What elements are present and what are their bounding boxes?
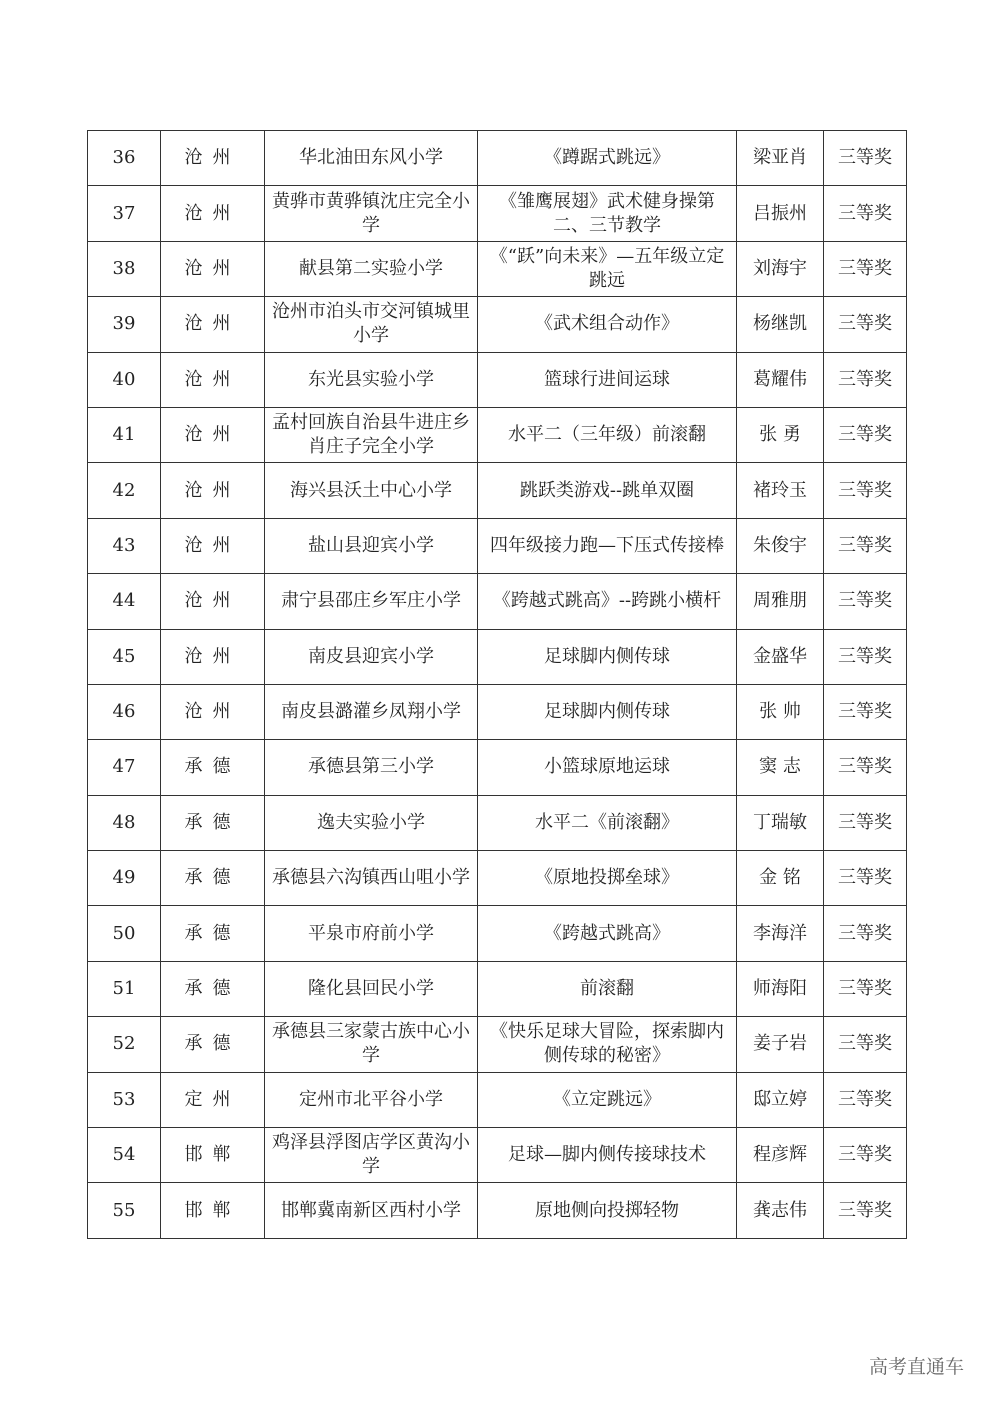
cell-teacher: 李海洋 [737, 906, 824, 961]
cell-number: 46 [88, 684, 161, 739]
cell-award: 三等奖 [824, 740, 907, 795]
cell-city: 承德 [161, 1017, 265, 1072]
table-row [88, 1183, 907, 1238]
cell-teacher: 梁亚肖 [737, 131, 824, 186]
cell-school: 承德县第三小学 [265, 740, 478, 795]
cell-number: 51 [88, 961, 161, 1016]
cell-teacher: 葛耀伟 [737, 352, 824, 407]
cell-city: 沧州 [161, 186, 265, 241]
cell-school: 沧州市泊头市交河镇城里小学 [265, 297, 478, 352]
table-row [88, 684, 907, 739]
table-row [88, 1128, 907, 1183]
table-row [88, 1017, 907, 1072]
cell-lesson: 前滚翻 [478, 961, 737, 1016]
cell-lesson: 《跨越式跳高》--跨跳小横杆 [478, 574, 737, 629]
cell-lesson: 《快乐足球大冒险，探索脚内侧传球的秘密》 [478, 1017, 737, 1072]
cell-award: 三等奖 [824, 131, 907, 186]
cell-lesson: 足球—脚内侧传接球技术 [478, 1128, 737, 1183]
cell-school: 承德县三家蒙古族中心小学 [265, 1017, 478, 1072]
cell-lesson: 足球脚内侧传球 [478, 629, 737, 684]
cell-teacher: 刘海宇 [737, 241, 824, 296]
cell-award: 三等奖 [824, 851, 907, 906]
cell-lesson: 《雏鹰展翅》武术健身操第二、三节教学 [478, 186, 737, 241]
cell-school: 逸夫实验小学 [265, 795, 478, 850]
cell-number: 50 [88, 906, 161, 961]
cell-city: 承德 [161, 961, 265, 1016]
cell-award: 三等奖 [824, 186, 907, 241]
cell-lesson: 《立定跳远》 [478, 1072, 737, 1127]
cell-teacher: 杨继凯 [737, 297, 824, 352]
cell-school: 南皮县迎宾小学 [265, 629, 478, 684]
cell-teacher: 龚志伟 [737, 1183, 824, 1238]
table-row [88, 407, 907, 462]
cell-teacher: 褚玲玉 [737, 463, 824, 518]
cell-teacher: 姜子岩 [737, 1017, 824, 1072]
cell-teacher: 窦 志 [737, 740, 824, 795]
cell-number: 45 [88, 629, 161, 684]
cell-teacher: 周雅朋 [737, 574, 824, 629]
cell-city: 沧州 [161, 684, 265, 739]
watermark-text: 高考直通车 [868, 1356, 964, 1378]
cell-school: 海兴县沃土中心小学 [265, 463, 478, 518]
cell-award: 三等奖 [824, 463, 907, 518]
cell-lesson: 《原地投掷垒球》 [478, 851, 737, 906]
cell-city: 沧州 [161, 629, 265, 684]
cell-city: 沧州 [161, 574, 265, 629]
cell-city: 沧州 [161, 518, 265, 573]
cell-teacher: 程彦辉 [737, 1128, 824, 1183]
cell-city: 定州 [161, 1072, 265, 1127]
cell-school: 承德县六沟镇西山咀小学 [265, 851, 478, 906]
cell-lesson: 《武术组合动作》 [478, 297, 737, 352]
cell-lesson: 《跨越式跳高》 [478, 906, 737, 961]
cell-number: 48 [88, 795, 161, 850]
cell-number: 52 [88, 1017, 161, 1072]
cell-lesson: 原地侧向投掷轻物 [478, 1183, 737, 1238]
table-row [88, 352, 907, 407]
cell-teacher: 金盛华 [737, 629, 824, 684]
table-row [88, 740, 907, 795]
cell-school: 肃宁县邵庄乡军庄小学 [265, 574, 478, 629]
cell-number: 53 [88, 1072, 161, 1127]
cell-teacher: 金 铭 [737, 851, 824, 906]
cell-number: 55 [88, 1183, 161, 1238]
cell-award: 三等奖 [824, 1128, 907, 1183]
cell-teacher: 张 勇 [737, 407, 824, 462]
table-row [88, 1072, 907, 1127]
table-row [88, 851, 907, 906]
cell-lesson: 《蹲踞式跳远》 [478, 131, 737, 186]
cell-award: 三等奖 [824, 518, 907, 573]
cell-award: 三等奖 [824, 241, 907, 296]
cell-number: 39 [88, 297, 161, 352]
cell-school: 孟村回族自治县牛进庄乡肖庄子完全小学 [265, 407, 478, 462]
cell-lesson: 篮球行进间运球 [478, 352, 737, 407]
cell-award: 三等奖 [824, 629, 907, 684]
cell-school: 隆化县回民小学 [265, 961, 478, 1016]
cell-lesson: 水平二《前滚翻》 [478, 795, 737, 850]
cell-school: 献县第二实验小学 [265, 241, 478, 296]
cell-city: 沧州 [161, 241, 265, 296]
table-row [88, 961, 907, 1016]
cell-city: 邯郸 [161, 1183, 265, 1238]
cell-award: 三等奖 [824, 1072, 907, 1127]
cell-award: 三等奖 [824, 297, 907, 352]
cell-city: 沧州 [161, 131, 265, 186]
cell-city: 邯郸 [161, 1128, 265, 1183]
table-row [88, 574, 907, 629]
cell-city: 沧州 [161, 407, 265, 462]
cell-lesson: 四年级接力跑—下压式传接棒 [478, 518, 737, 573]
cell-school: 鸡泽县浮图店学区黄沟小学 [265, 1128, 478, 1183]
cell-number: 54 [88, 1128, 161, 1183]
cell-number: 47 [88, 740, 161, 795]
cell-school: 邯郸冀南新区西村小学 [265, 1183, 478, 1238]
table-row [88, 795, 907, 850]
table-row [88, 906, 907, 961]
cell-school: 东光县实验小学 [265, 352, 478, 407]
cell-lesson: 《“跃”向未来》—五年级立定跳远 [478, 241, 737, 296]
cell-teacher: 吕振州 [737, 186, 824, 241]
cell-award: 三等奖 [824, 1017, 907, 1072]
table-row [88, 131, 907, 186]
cell-award: 三等奖 [824, 1183, 907, 1238]
cell-lesson: 跳跃类游戏--跳单双圈 [478, 463, 737, 518]
cell-school: 平泉市府前小学 [265, 906, 478, 961]
cell-award: 三等奖 [824, 906, 907, 961]
table-row [88, 518, 907, 573]
table-row [88, 297, 907, 352]
cell-lesson: 足球脚内侧传球 [478, 684, 737, 739]
cell-number: 36 [88, 131, 161, 186]
cell-number: 44 [88, 574, 161, 629]
cell-award: 三等奖 [824, 407, 907, 462]
cell-number: 38 [88, 241, 161, 296]
cell-lesson: 小篮球原地运球 [478, 740, 737, 795]
cell-number: 41 [88, 407, 161, 462]
cell-school: 黄骅市黄骅镇沈庄完全小学 [265, 186, 478, 241]
cell-teacher: 丁瑞敏 [737, 795, 824, 850]
cell-number: 37 [88, 186, 161, 241]
cell-city: 沧州 [161, 297, 265, 352]
cell-school: 南皮县潞灌乡凤翔小学 [265, 684, 478, 739]
cell-city: 承德 [161, 906, 265, 961]
cell-city: 承德 [161, 740, 265, 795]
cell-teacher: 朱俊宇 [737, 518, 824, 573]
award-table [87, 130, 907, 1239]
cell-award: 三等奖 [824, 961, 907, 1016]
cell-city: 承德 [161, 851, 265, 906]
cell-school: 定州市北平谷小学 [265, 1072, 478, 1127]
cell-award: 三等奖 [824, 352, 907, 407]
cell-award: 三等奖 [824, 795, 907, 850]
cell-number: 49 [88, 851, 161, 906]
cell-school: 华北油田东风小学 [265, 131, 478, 186]
table-row [88, 241, 907, 296]
cell-award: 三等奖 [824, 574, 907, 629]
table-row [88, 629, 907, 684]
cell-lesson: 水平二（三年级）前滚翻 [478, 407, 737, 462]
award-table-body [88, 131, 907, 1239]
cell-number: 43 [88, 518, 161, 573]
cell-teacher: 张 帅 [737, 684, 824, 739]
cell-city: 承德 [161, 795, 265, 850]
cell-number: 40 [88, 352, 161, 407]
cell-school: 盐山县迎宾小学 [265, 518, 478, 573]
table-row [88, 463, 907, 518]
cell-award: 三等奖 [824, 684, 907, 739]
cell-number: 42 [88, 463, 161, 518]
cell-teacher: 邸立婷 [737, 1072, 824, 1127]
cell-teacher: 师海阳 [737, 961, 824, 1016]
cell-city: 沧州 [161, 352, 265, 407]
table-row [88, 186, 907, 241]
cell-city: 沧州 [161, 463, 265, 518]
